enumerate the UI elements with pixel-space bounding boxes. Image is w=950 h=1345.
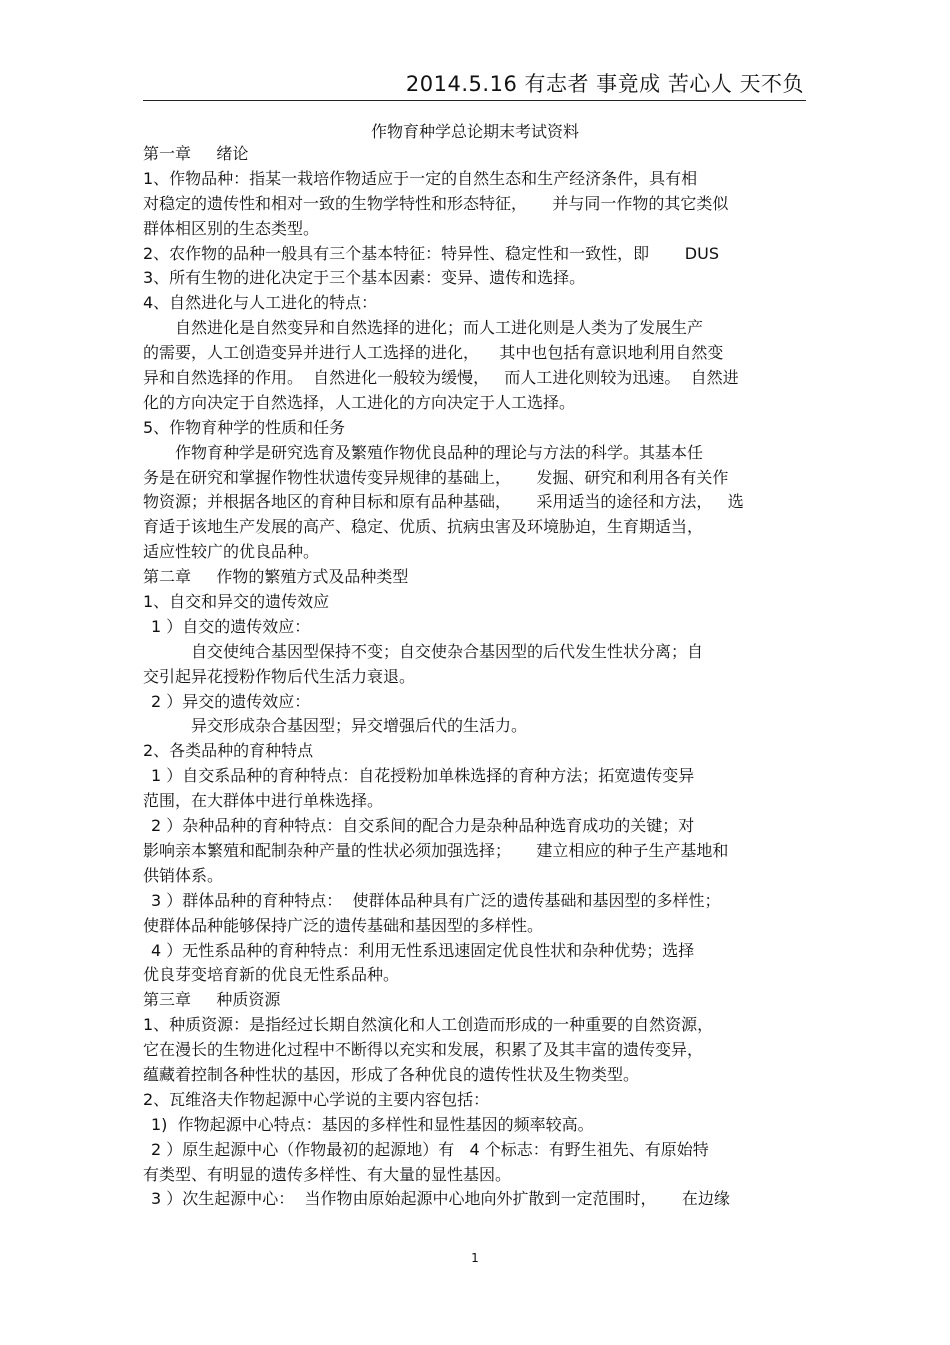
header-divider — [143, 100, 806, 101]
text-line: 第二章 作物的繁殖方式及品种类型 — [143, 567, 409, 587]
text-line: 蕴藏着控制各种性状的基因，形成了各种优良的遗传性状及生物类型。 — [143, 1064, 640, 1084]
text-line: 自然进化是自然变异和自然选择的进化；而人工进化则是人类为了发展生产 — [175, 318, 704, 338]
text-line: 影响亲本繁殖和配制杂种产量的性状必须加强选择； 建立相应的种子生产基地和 — [143, 840, 729, 860]
text-line: 自交使纯合基因型保持不变；自交使杂合基因型的后代发生性状分离；自 — [191, 641, 704, 661]
text-line: 第一章 绪论 — [143, 144, 249, 163]
text-line: 2、农作物的品种一般具有三个基本特征：特异性、稳定性和一致性，即 DUS — [143, 243, 719, 263]
page-number: 1 — [471, 1251, 479, 1265]
text-line: 1、作物品种：指某一栽培作物适应于一定的自然生态和生产经济条件，具有相 — [143, 168, 698, 188]
text-line: 1 ）自交的遗传效应： — [151, 616, 311, 636]
text-line: 3、所有生物的进化决定于三个基本因素：变异、遗传和选择。 — [143, 268, 586, 288]
text-line: 对稳定的遗传性和相对一致的生物学特性和形态特征， 并与同一作物的其它类似 — [143, 193, 729, 213]
document-body — [143, 142, 808, 1212]
text-line: 1) 作物起源中心特点：基因的多样性和显性基因的频率较高。 — [151, 1114, 594, 1134]
text-line: 务是在研究和掌握作物性状遗传变异规律的基础上， 发掘、研究和利用各有关作 — [143, 467, 729, 487]
text-line: 化的方向决定于自然选择，人工进化的方向决定于人工选择。 — [143, 392, 576, 412]
text-line: 的需要，人工创造变异并进行人工选择的进化， 其中也包括有意识地利用自然变 — [143, 343, 724, 363]
text-line: 作物育种学是研究选育及繁殖作物优良品种的理论与方法的科学。其基本任 — [175, 442, 704, 462]
text-line: 2 ）异交的遗传效应： — [151, 691, 311, 711]
text-line: 4 ）无性系品种的育种特点：利用无性系迅速固定优良性状和杂种优势；选择 — [151, 940, 695, 960]
text-line: 优良芽变培育新的优良无性系品种。 — [143, 965, 400, 985]
text-line: 物资源；并根据各地区的育种目标和原有品种基础， 采用适当的途径和方法， 选 — [143, 492, 744, 512]
text-line: 使群体品种能够保持广泛的遗传基础和基因型的多样性。 — [143, 915, 544, 935]
text-line: 3 ）群体品种的育种特点： 使群体品种具有广泛的遗传基础和基因型的多样性； — [151, 890, 721, 910]
text-line: 它在漫长的生物进化过程中不断得以充实和发展，积累了及其丰富的遗传变异， — [143, 1040, 704, 1060]
text-line: 1、自交和异交的遗传效应 — [143, 592, 330, 612]
text-line: 2、瓦维洛夫作物起源中心学说的主要内容包括： — [143, 1089, 490, 1109]
text-line: 育适于该地生产发展的高产、稳定、优质、抗病虫害及环境胁迫，生育期适当， — [143, 517, 704, 537]
text-line: 供销体系。 — [143, 865, 224, 885]
text-line: 范围，在大群体中进行单株选择。 — [143, 791, 384, 811]
text-line: 4、自然进化与人工进化的特点： — [143, 293, 378, 313]
text-line: 异和自然选择的作用。 自然进化一般较为缓慢， 而人工进化则较为迅速。 自然进 — [143, 368, 739, 388]
text-line: 2 ）杂种品种的育种特点：自交系间的配合力是杂种品种选育成功的关键；对 — [151, 816, 695, 836]
header-motto: 2014.5.16 有志者 事竟成 苦心人 天不负 — [405, 72, 804, 96]
text-line: 交引起异花授粉作物后代生活力衰退。 — [143, 666, 416, 686]
text-line: 第三章 种质资源 — [143, 990, 281, 1010]
document-title: 作物育种学总论期末考试资料 — [370, 122, 579, 141]
text-line: 3 ）次生起源中心： 当作物由原始起源中心地向外扩散到一定范围时， 在边缘 — [151, 1189, 730, 1209]
text-line: 1、种质资源：是指经过长期自然演化和人工创造而形成的一种重要的自然资源， — [143, 1015, 714, 1035]
text-line: 适应性较广的优良品种。 — [143, 542, 320, 562]
text-line: 1 ）自交系品种的育种特点：自花授粉加单株选择的育种方法；拓宽遗传变异 — [151, 766, 695, 786]
text-line: 异交形成杂合基因型；异交增强后代的生活力。 — [191, 716, 528, 736]
text-line: 2、各类品种的育种特点 — [143, 741, 314, 761]
text-line: 有类型、有明显的遗传多样性、有大量的显性基因。 — [143, 1164, 512, 1184]
text-line: 5、作物育种学的性质和任务 — [143, 417, 346, 437]
text-line: 2 ）原生起源中心（作物最初的起源地）有 4 个标志：有野生祖先、有原始特 — [151, 1139, 709, 1159]
text-line: 群体相区别的生态类型。 — [143, 218, 320, 238]
